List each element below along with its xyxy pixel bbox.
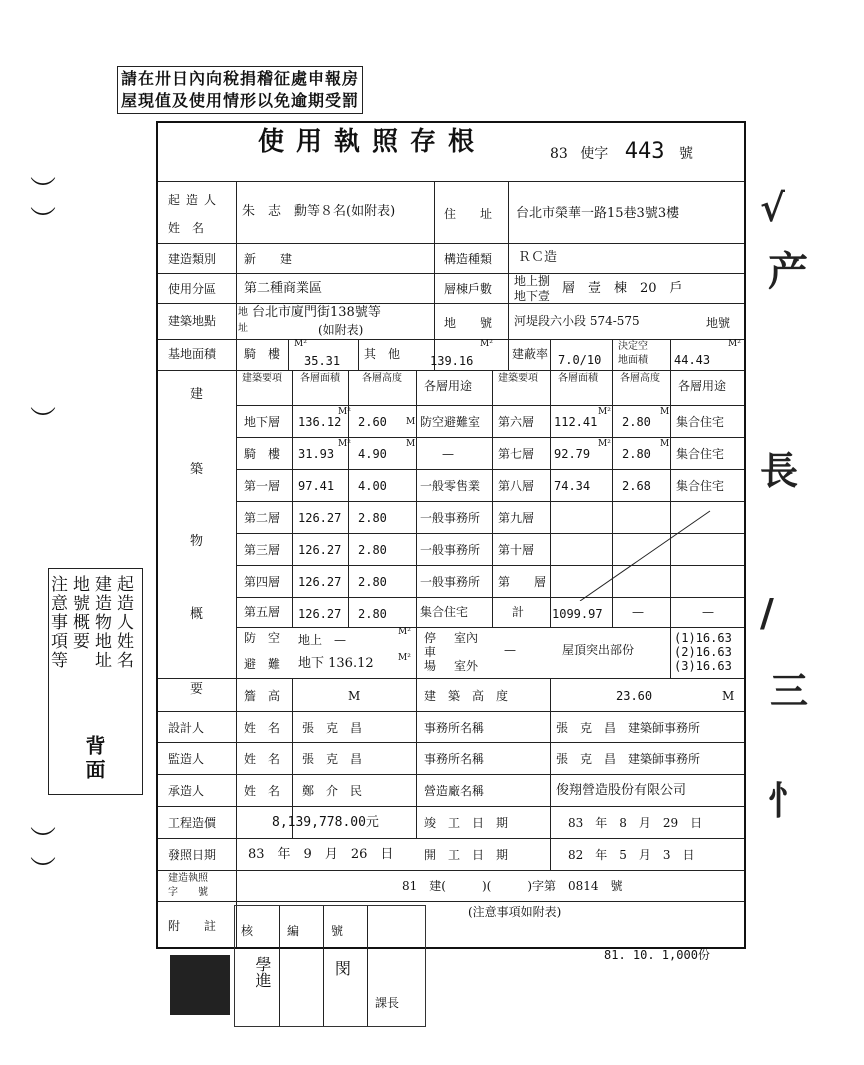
bleed-mark: /: [760, 590, 774, 635]
total-use: —: [702, 605, 714, 619]
site-area-label: 基地面積: [168, 347, 217, 361]
header-use: 各層用途: [424, 379, 473, 393]
builder-name: 朱 志 勳等８名(如附表): [242, 204, 396, 219]
shelter-above: 地上 —: [298, 633, 347, 647]
floor-area: 136.12: [298, 415, 342, 429]
floor-height: 2.80: [358, 543, 387, 557]
roof-value: (3)16.63: [674, 659, 732, 673]
bleed-mark: √: [760, 185, 785, 230]
zone-label: 使用分區: [168, 282, 217, 296]
margin-mark: ︶: [30, 826, 57, 856]
floor-use: 一般事務所: [420, 511, 481, 525]
contractor-label: 承造人: [168, 784, 205, 798]
floor-use: 一般事務所: [420, 543, 481, 557]
site-addr-note: (如附表): [318, 323, 364, 337]
total-area: 1099.97: [552, 607, 603, 621]
permit-suffix: 號: [678, 146, 693, 162]
supervisor-office-label: 事務所名稱: [424, 752, 485, 766]
floor-height: 2.68: [622, 479, 651, 493]
floor-label: 地下層: [244, 415, 281, 429]
floor-height: 4.00: [358, 479, 387, 493]
lot-label: 地 號: [444, 316, 493, 330]
permit-form: [156, 121, 746, 949]
floor-use: 防空避難室: [420, 415, 481, 429]
floor-height: 2.80: [622, 447, 651, 461]
other-label: 其 他: [364, 347, 401, 361]
roof-value: (1)16.63: [674, 631, 732, 645]
floor-use: —: [442, 447, 454, 461]
approval-stamp-area: [234, 905, 426, 1027]
floors-below: 地下壹: [514, 289, 551, 303]
building-side-label: 要: [190, 682, 204, 697]
floor-label: 第九層: [498, 511, 535, 525]
floors-label: 層棟戶數: [444, 282, 493, 296]
floor-use: 集合住宅: [676, 415, 725, 429]
floor-height: 2.80: [358, 511, 387, 525]
floor-label: 第三層: [244, 543, 281, 557]
floor-height: 4.90: [358, 447, 387, 461]
blank-strike: [550, 501, 744, 601]
unit-m: M: [406, 417, 416, 427]
floor-height: 2.80: [622, 415, 651, 429]
unit-m2: M²: [338, 407, 351, 417]
floor-area: 126.27: [298, 511, 342, 525]
header-height: 各層高度: [620, 373, 660, 384]
issue-date: 83 年 9 月 26 日: [248, 847, 394, 862]
margin-mark: ︶: [30, 856, 57, 886]
floor-area: 74.34: [554, 479, 591, 493]
floor-label: 第四層: [244, 575, 281, 589]
floor-label: 第五層: [244, 605, 281, 619]
unit-m2: M²: [398, 627, 411, 637]
stamp-seal: 學進: [253, 956, 272, 988]
remark-label: 附 註: [168, 919, 217, 933]
zone-value: 第二種商業區: [244, 281, 323, 296]
cost-label: 工程造價: [168, 816, 217, 830]
floor-area: 31.93: [298, 447, 335, 461]
start-date-label: 開 工 日 期: [424, 848, 509, 862]
supervisor-name: 張 克 昌: [302, 752, 363, 766]
side-note-col: 地號概要: [69, 575, 89, 651]
tax-notice: [117, 66, 363, 114]
margin-mark: ︶: [30, 406, 57, 436]
side-note-col: 起造人姓名: [113, 575, 133, 670]
site-addr: 台北市廈門街138號等: [252, 305, 381, 320]
site-label: 建築地點: [168, 314, 217, 328]
floor-area: 97.41: [298, 479, 335, 493]
floor-use: 一般零售業: [420, 479, 481, 493]
contractor-name-label: 姓 名: [244, 784, 281, 798]
margin-mark: ︶: [30, 176, 57, 206]
back-label: 背面: [82, 735, 106, 783]
stamp-label: 課長: [375, 996, 400, 1010]
floor-use: 集合住宅: [676, 479, 725, 493]
building-side-label: 建: [190, 387, 204, 402]
unit-m: M: [660, 439, 670, 449]
contractor-name: 鄭 介 民: [302, 784, 363, 798]
floors-value: 層 壹 棟 20 戶: [562, 281, 683, 296]
floor-area: 92.79: [554, 447, 591, 461]
roof-label: 屋頂突出部份: [562, 643, 635, 657]
designer-label: 設計人: [168, 721, 205, 735]
total-label: 計: [512, 605, 525, 619]
completion-date: 83 年 8 月 29 日: [568, 816, 703, 830]
tax-notice-line1: 請在卅日內向稅捐稽征處申報房: [121, 69, 360, 88]
category-label: 建造類別: [168, 252, 217, 266]
parking-value: —: [504, 643, 516, 657]
stamp-seal: 閔: [335, 959, 352, 978]
unit-m2: M²: [294, 339, 307, 349]
floor-label: 第一層: [244, 479, 281, 493]
designer-name: 張 克 昌: [302, 721, 363, 735]
designer-office-label: 事務所名稱: [424, 721, 485, 735]
floor-label: 第六層: [498, 415, 535, 429]
shelter-label2: 避 難: [244, 657, 281, 671]
open-space-value: 44.43: [674, 353, 711, 367]
seal-stamp: [170, 955, 230, 1015]
stamp-label: 編: [287, 924, 300, 938]
bleed-mark: 产: [768, 248, 808, 295]
supervisor-office: 張 克 昌 建築師事務所: [556, 752, 701, 766]
floor-label: 第七層: [498, 447, 535, 461]
builder-label: 起造人: [168, 193, 223, 207]
builder-addr-label: 住 址: [444, 207, 493, 221]
header-item: 建築要項: [498, 373, 538, 384]
arcade-label: 騎 樓: [244, 347, 281, 361]
supervisor-name-label: 姓 名: [244, 752, 281, 766]
parking-indoor: 室內: [454, 631, 479, 645]
permit-number: [550, 139, 693, 164]
floor-use: 一般事務所: [420, 575, 481, 589]
margin-mark: ︶: [30, 206, 57, 236]
shelter-label: 防 空: [244, 631, 281, 645]
parking-label: 車: [424, 645, 437, 659]
permit-word: 使字: [580, 146, 609, 162]
permit-ref-value: 81 建( )( )字第 0814 號: [402, 879, 623, 893]
roof-value: (2)16.63: [674, 645, 732, 659]
builder-name-label: 姓名: [168, 221, 217, 235]
permit-ref-label-top: 建造執照: [168, 873, 208, 884]
floors-above: 地上捌: [514, 274, 551, 288]
header-use: 各層用途: [678, 379, 727, 393]
floor-label: 第 層: [498, 575, 547, 589]
structure-value: ＲＣ造: [518, 250, 558, 265]
open-space-label-top: 決定空: [618, 341, 648, 352]
remark-value: (注意事項如附表): [468, 905, 562, 919]
unit-m: M: [406, 439, 416, 449]
unit-m2: M²: [728, 339, 741, 349]
open-space-label-bottom: 地面積: [618, 355, 648, 366]
designer-name-label: 姓 名: [244, 721, 281, 735]
builder-addr: 台北市榮華一路15巷3號3樓: [516, 206, 680, 221]
floor-height: 2.80: [358, 575, 387, 589]
stamp-label: 核: [241, 924, 254, 938]
eave-value: M: [348, 689, 361, 703]
floor-label: 第二層: [244, 511, 281, 525]
floor-label: 第八層: [498, 479, 535, 493]
eave-label: 簷 高: [244, 689, 281, 703]
floor-area: 126.27: [298, 575, 342, 589]
total-height: —: [632, 605, 644, 619]
side-note-col: 注意事項等: [47, 575, 67, 670]
floor-height: 2.60: [358, 415, 387, 429]
floor-area: 126.27: [298, 607, 342, 621]
unit-m2: M²: [338, 439, 351, 449]
unit-m: M: [660, 407, 670, 417]
lot-value: 河堤段六小段 574-575: [514, 314, 640, 328]
site-addr-label-top: 地: [238, 307, 248, 318]
stamp-label: 號: [331, 924, 344, 938]
structure-label: 構造種類: [444, 252, 493, 266]
parking-outdoor: 室外: [454, 659, 479, 673]
header-height: 各層高度: [362, 373, 402, 384]
permit-year: 83: [550, 146, 568, 162]
side-note-col: 建造物地址: [91, 575, 111, 670]
header-area: 各層面積: [300, 373, 340, 384]
building-side-label: 概: [190, 607, 204, 622]
supervisor-label: 監造人: [168, 752, 205, 766]
building-height-unit: M: [722, 689, 735, 703]
unit-m2: M²: [480, 339, 493, 349]
issue-date-label: 發照日期: [168, 848, 217, 862]
shelter-below: 地下 136.12: [298, 656, 374, 671]
header-area: 各層面積: [558, 373, 598, 384]
unit-m2: M²: [598, 407, 611, 417]
other-area: 139.16: [430, 354, 474, 368]
building-height-value: 23.60: [616, 689, 653, 703]
site-addr-label-bottom: 址: [238, 323, 248, 334]
page-title: 使用執照存根: [258, 127, 487, 157]
floor-use: 集合住宅: [420, 605, 469, 619]
cost-value: 8,139,778.00元: [272, 815, 379, 830]
coverage-label: 建蔽率: [512, 347, 549, 361]
building-side-label: 物: [190, 534, 204, 549]
floor-area: 112.41: [554, 415, 598, 429]
tax-notice-line2: 屋現值及使用情形以免逾期受罰: [121, 91, 360, 110]
permit-num: 443: [624, 139, 665, 164]
unit-m2: M²: [398, 653, 411, 663]
header-item: 建築要項: [242, 373, 282, 384]
lot-suffix: 地號: [706, 316, 731, 330]
print-info: 81. 10. 1,000份: [604, 948, 710, 962]
parking-label: 停: [424, 631, 437, 645]
contractor-company-label: 營造廠名稱: [424, 784, 485, 798]
permit-ref-label-bottom: 字 號: [168, 887, 208, 898]
floor-area: 126.27: [298, 543, 342, 557]
start-date: 82 年 5 月 3 日: [568, 848, 695, 862]
bleed-mark: 三: [770, 668, 809, 713]
coverage-value: 7.0/10: [558, 353, 602, 367]
arcade-area: 35.31: [304, 354, 341, 368]
floor-label: 第十層: [498, 543, 535, 557]
designer-office: 張 克 昌 建築師事務所: [556, 721, 701, 735]
bleed-mark: 長: [760, 448, 799, 493]
floor-label: 騎 樓: [244, 447, 281, 461]
floor-use: 集合住宅: [676, 447, 725, 461]
building-height-label: 建 築 高 度: [424, 689, 509, 703]
completion-label: 竣 工 日 期: [424, 816, 509, 830]
building-side-label: 築: [190, 462, 204, 477]
unit-m2: M²: [598, 439, 611, 449]
contractor-company: 俊翔營造股份有限公司: [556, 783, 687, 798]
parking-label: 場: [424, 659, 437, 673]
bleed-mark: 忄: [768, 778, 807, 823]
category-value: 新 建: [244, 252, 293, 266]
floor-height: 2.80: [358, 607, 387, 621]
